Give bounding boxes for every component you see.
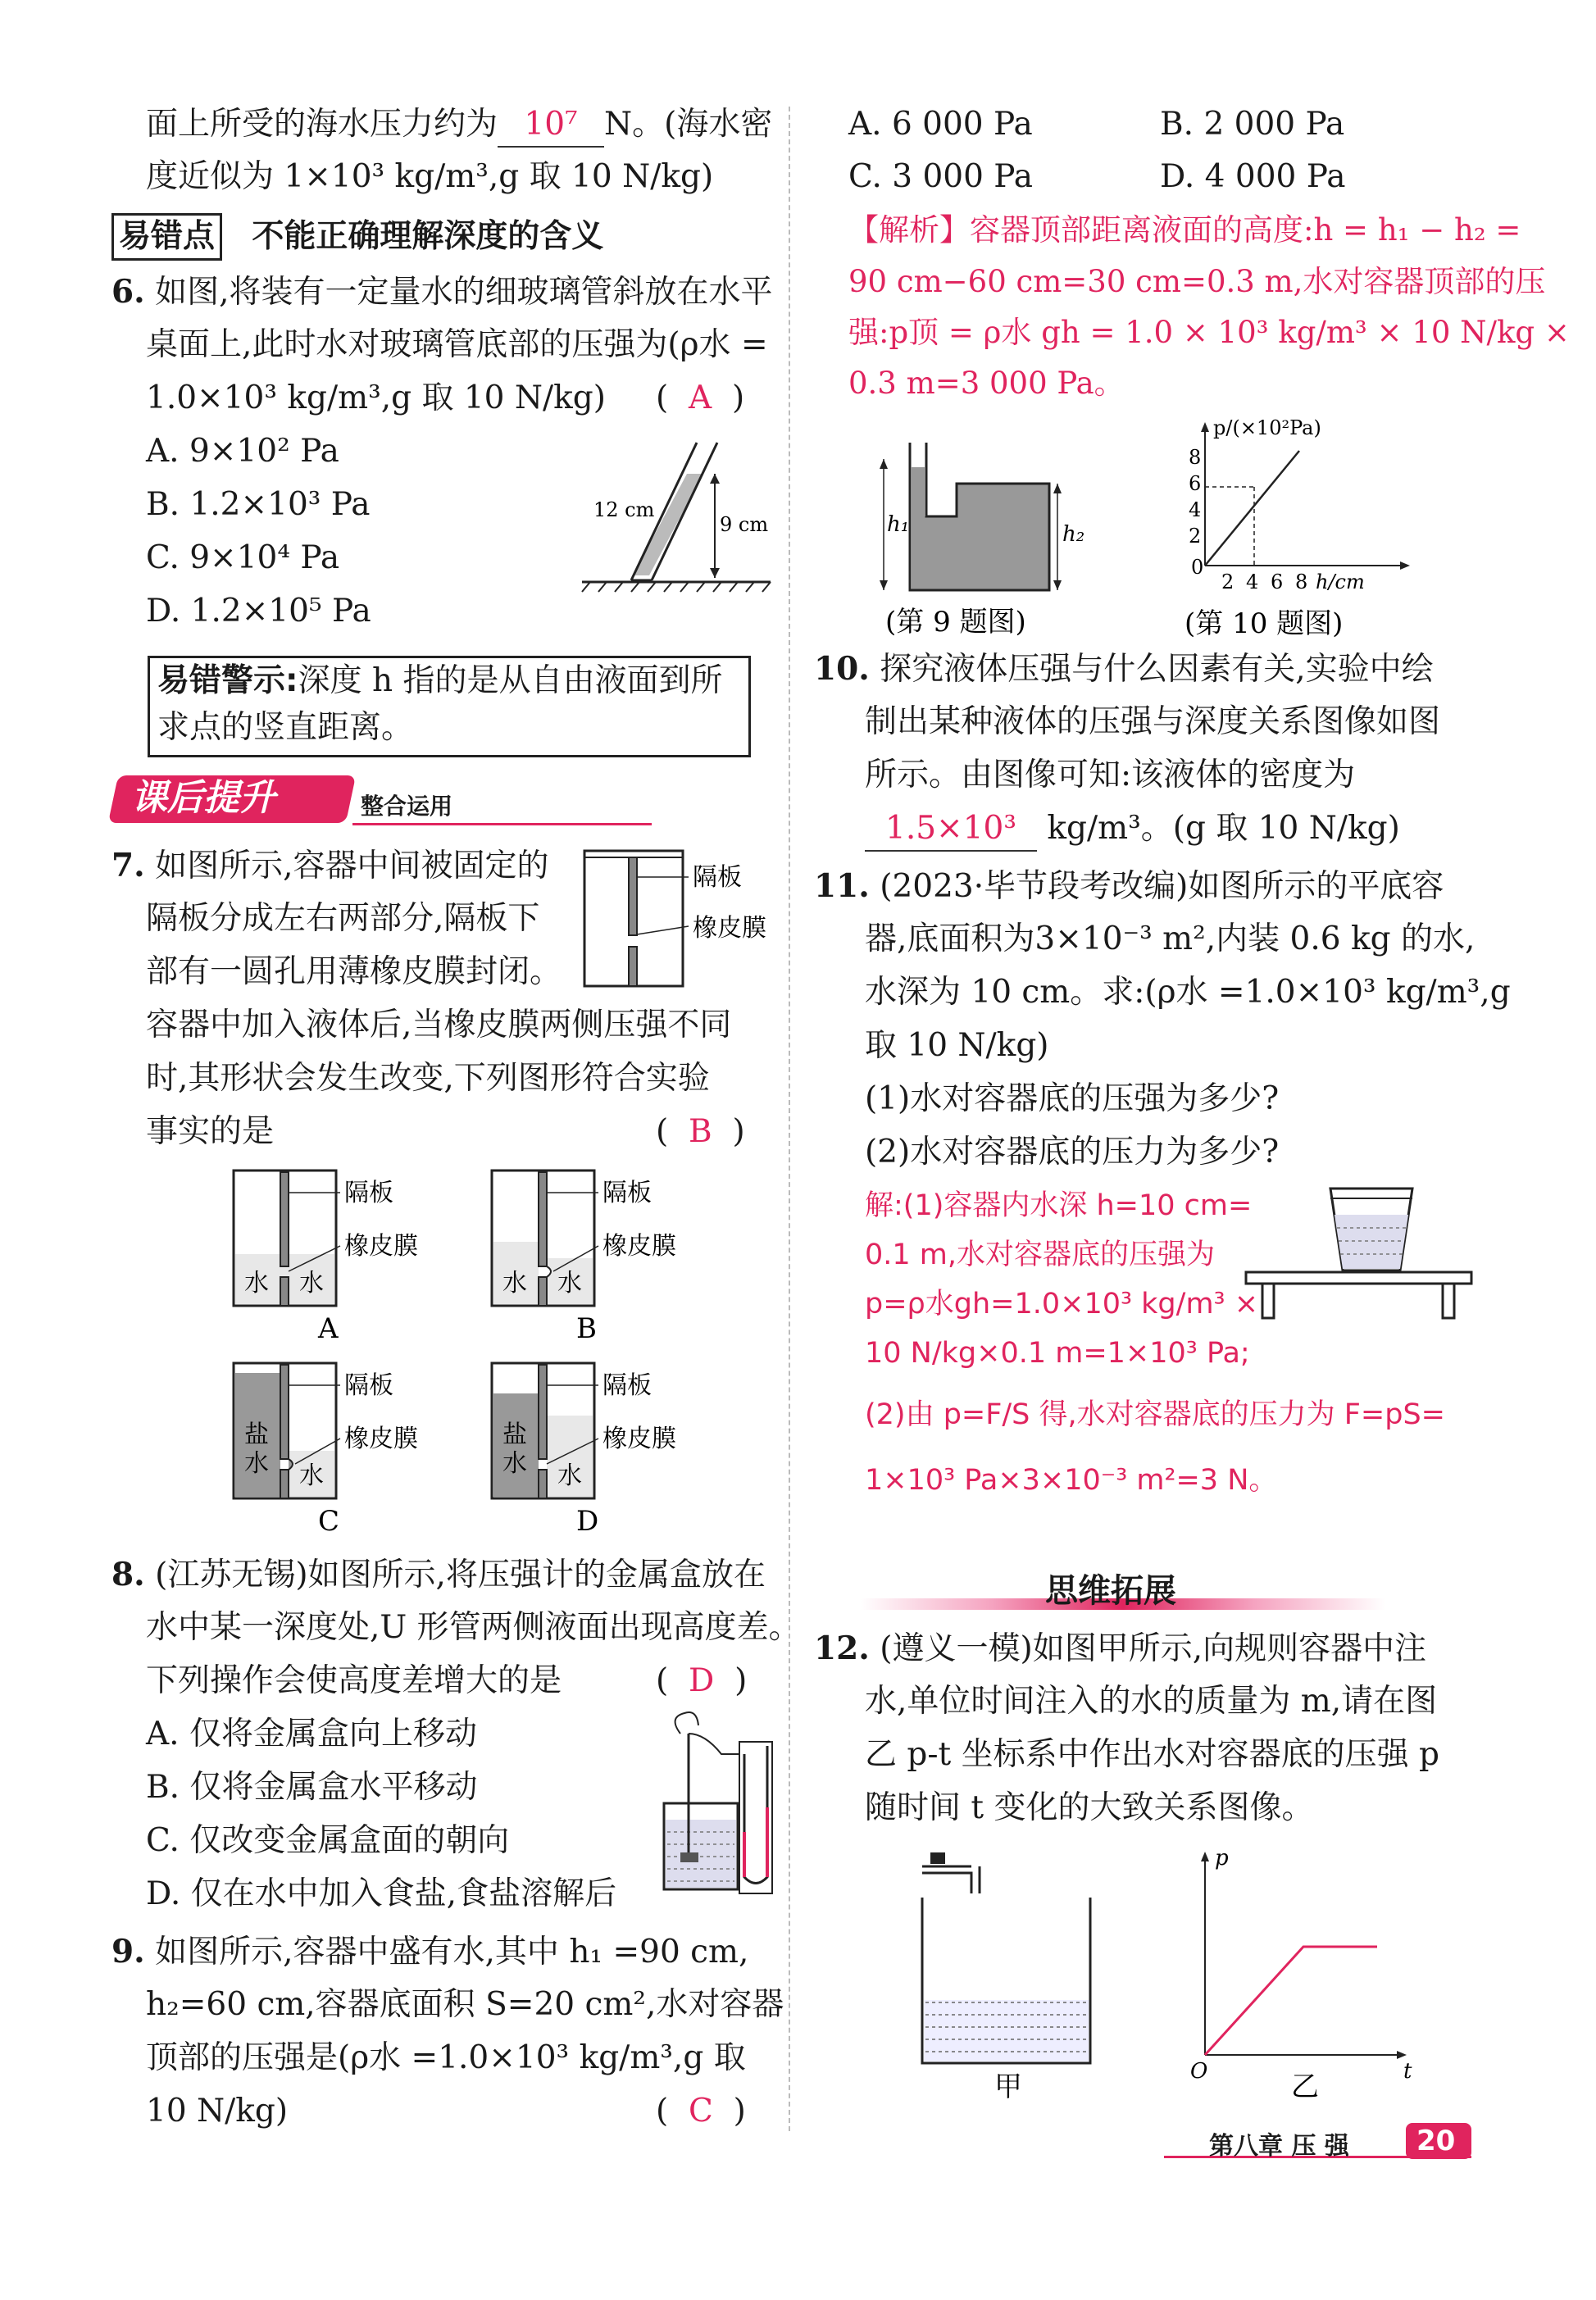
svg-text:隔板: 隔板 bbox=[344, 1371, 393, 1400]
q6-answer-paren: ( A ) bbox=[656, 380, 745, 416]
q7-line3: 部有一圆孔用薄橡皮膜封闭。 bbox=[146, 953, 562, 990]
q7-option-c-figure bbox=[230, 1357, 475, 1537]
svg-text:D: D bbox=[576, 1505, 599, 1537]
section-sub: 整合运用 bbox=[361, 793, 453, 820]
q11-line2: 器,底面积为3×10⁻³ m²,内装 0.6 kg 的水, bbox=[865, 920, 1476, 957]
q6-line3: 1.0×10³ kg/m³,g 取 10 N/kg) bbox=[146, 380, 606, 416]
extend-title: 思维拓展 bbox=[1045, 1572, 1176, 1610]
svg-text:4: 4 bbox=[1189, 498, 1202, 521]
svg-text:水: 水 bbox=[244, 1269, 269, 1298]
error-point-title: 不能正确理解深度的含义 bbox=[252, 218, 604, 255]
analysis-line3: 强:p顶 = ρ水 gh = 1.0 × 10³ kg/m³ × 10 N/kg × bbox=[848, 315, 1570, 350]
svg-text:8: 8 bbox=[1295, 570, 1308, 593]
q12-line1: 12. (遵义一模)如图甲所示,向规则容器中注 bbox=[814, 1630, 1427, 1667]
q11-sub1: (1)水对容器底的压强为多少? bbox=[865, 1080, 1280, 1117]
footer-page: 20 bbox=[1416, 2125, 1456, 2157]
svg-text:h₂: h₂ bbox=[1062, 522, 1085, 547]
q8-option-a: A. 仅将金属盒向上移动 bbox=[146, 1716, 477, 1752]
svg-text:水: 水 bbox=[299, 1461, 324, 1490]
q6-option-c: C. 9×10⁴ Pa bbox=[146, 539, 340, 576]
q12-fig-a bbox=[914, 1848, 1111, 2102]
warning-line2: 求点的竖直距离。 bbox=[157, 709, 414, 746]
q12-line4: 随时间 t 变化的大致关系图像。 bbox=[865, 1789, 1314, 1826]
q8-answer: D bbox=[689, 1662, 715, 1699]
svg-text:p: p bbox=[1215, 1846, 1229, 1870]
q8-option-b: B. 仅将金属盒水平移动 bbox=[146, 1769, 478, 1806]
q6-answer: A bbox=[689, 380, 712, 416]
footer-chapter: 第八章 压 强 bbox=[1209, 2132, 1349, 2161]
q12-line2: 水,单位时间注入的水的质量为 m,请在图 bbox=[865, 1683, 1438, 1720]
q8-answer-paren: ( D ) bbox=[656, 1662, 748, 1699]
q11-sol4: 10 N/kg×0.1 m=1×10³ Pa; bbox=[865, 1337, 1250, 1370]
q6-option-a: A. 9×10² Pa bbox=[146, 433, 339, 470]
q11-sol3: p=ρ水gh=1.0×10³ kg/m³ × bbox=[865, 1288, 1259, 1320]
svg-text:橡皮膜: 橡皮膜 bbox=[693, 914, 766, 943]
q10-line3: 所示。由图像可知:该液体的密度为 bbox=[865, 757, 1356, 793]
svg-text:B: B bbox=[576, 1312, 597, 1344]
q7-container-figure bbox=[578, 844, 783, 992]
q7-option-b-figure bbox=[488, 1164, 734, 1344]
q8-manometer-figure bbox=[648, 1709, 779, 1898]
svg-text:隔板: 隔板 bbox=[344, 1179, 393, 1207]
analysis-line1: 【解析】容器顶部距离液面的高度:h = h₁ − h₂ = bbox=[848, 212, 1521, 248]
svg-text:隔板: 隔板 bbox=[602, 1371, 652, 1400]
q12-fig-b bbox=[1180, 1840, 1418, 2102]
q12-line3: 乙 p-t 坐标系中作出水对容器底的压强 p bbox=[865, 1736, 1439, 1773]
svg-text:9 cm: 9 cm bbox=[720, 513, 769, 536]
svg-text:C: C bbox=[318, 1505, 340, 1537]
q7-line4: 容器中加入液体后,当橡皮膜两侧压强不同 bbox=[146, 1007, 732, 1043]
q9-line4: 10 N/kg) bbox=[146, 2093, 289, 2130]
svg-text:4: 4 bbox=[1246, 570, 1259, 593]
q9-line2: h₂=60 cm,容器底面积 S=20 cm²,水对容器 bbox=[146, 1986, 784, 2023]
q8-line2: 水中某一深度处,U 形管两侧液面出现高度差。 bbox=[146, 1609, 801, 1646]
svg-text:t: t bbox=[1403, 2059, 1412, 2084]
q6-option-b: B. 1.2×10³ Pa bbox=[146, 486, 371, 523]
q11-sol6: 1×10³ Pa×3×10⁻³ m²=3 N。 bbox=[865, 1464, 1278, 1497]
q7-answer-paren: ( B ) bbox=[656, 1113, 745, 1150]
q11-container-figure bbox=[1242, 1180, 1480, 1328]
q5-line1: 面上所受的海水压力约为 10⁷ N。(海水密 bbox=[146, 103, 772, 148]
svg-text:0: 0 bbox=[1191, 556, 1204, 579]
analysis-line4: 0.3 m=3 000 Pa。 bbox=[848, 366, 1125, 401]
svg-text:橡皮膜: 橡皮膜 bbox=[344, 1425, 418, 1453]
q11-sol1: 解:(1)容器内水深 h=10 cm= bbox=[865, 1189, 1253, 1222]
q10-line2: 制出某种液体的压强与深度关系图像如图 bbox=[865, 703, 1441, 740]
q5-answer: 10⁷ bbox=[498, 103, 604, 148]
svg-text:盐: 盐 bbox=[502, 1420, 527, 1449]
q11-line4: 取 10 N/kg) bbox=[865, 1027, 1049, 1064]
q10-line4: 1.5×10³ kg/m³。(g 取 10 N/kg) bbox=[865, 807, 1400, 852]
column-divider bbox=[789, 107, 790, 2131]
q8-line3: 下列操作会使高度差增大的是 bbox=[146, 1662, 562, 1699]
svg-text:水: 水 bbox=[502, 1449, 527, 1478]
svg-text:橡皮膜: 橡皮膜 bbox=[602, 1425, 676, 1453]
svg-text:橡皮膜: 橡皮膜 bbox=[344, 1232, 418, 1261]
svg-text:p/(×10²Pa): p/(×10²Pa) bbox=[1213, 416, 1321, 439]
q9-option-a: A. 6 000 Pa bbox=[848, 106, 1033, 143]
q6-line2: 桌面上,此时水对玻璃管底部的压强为(ρ水 = bbox=[146, 326, 768, 363]
q11-sub2: (2)水对容器底的压力为多少? bbox=[865, 1134, 1280, 1170]
q9-option-c: C. 3 000 Pa bbox=[848, 158, 1034, 195]
q11-line1: 11. (2023·毕节段考改编)如图所示的平底容 bbox=[814, 867, 1444, 905]
q7-line6: 事实的是 bbox=[146, 1113, 275, 1150]
svg-text:水: 水 bbox=[244, 1449, 269, 1478]
fig9-container bbox=[877, 434, 1098, 639]
q11-sol2: 0.1 m,水对容器底的压强为 bbox=[865, 1239, 1216, 1271]
q7-line5: 时,其形状会发生改变,下列图形符合实验 bbox=[146, 1060, 710, 1097]
svg-text:隔板: 隔板 bbox=[693, 863, 742, 892]
q7-line2: 隔板分成左右两部分,隔板下 bbox=[146, 900, 540, 937]
svg-text:水: 水 bbox=[557, 1269, 582, 1298]
svg-text:A: A bbox=[318, 1312, 339, 1344]
q8-line1: 8. (江苏无锡)如图所示,将压强计的金属盒放在 bbox=[111, 1556, 766, 1593]
q5-line2: 度近似为 1×10³ kg/m³,g 取 10 N/kg) bbox=[146, 158, 714, 195]
svg-text:水: 水 bbox=[299, 1269, 324, 1298]
svg-text:(第 9 题图): (第 9 题图) bbox=[885, 606, 1026, 639]
q9-line3: 顶部的压强是(ρ水 =1.0×10³ kg/m³,g 取 bbox=[146, 2039, 746, 2076]
q7-line1: 7. 如图所示,容器中间被固定的 bbox=[111, 847, 549, 884]
svg-text:8: 8 bbox=[1189, 446, 1202, 469]
q6-line1: 6. 如图,将装有一定量水的细玻璃管斜放在水平 bbox=[111, 273, 773, 311]
q9-answer-paren: ( C ) bbox=[656, 2093, 746, 2130]
svg-text:隔板: 隔板 bbox=[602, 1179, 652, 1207]
error-point-tag: 易错点 bbox=[111, 213, 222, 261]
svg-text:O: O bbox=[1190, 2059, 1208, 2084]
svg-text:橡皮膜: 橡皮膜 bbox=[602, 1232, 676, 1261]
error-point-heading bbox=[111, 213, 603, 261]
svg-text:乙: 乙 bbox=[1291, 2070, 1319, 2102]
q8-option-c: C. 仅改变金属盒面的朝向 bbox=[146, 1822, 510, 1859]
section-title: 课后提升 bbox=[131, 777, 275, 819]
warning-line1: 易错警示:深度 h 指的是从自由液面到所 bbox=[157, 662, 723, 699]
q6-tube-figure bbox=[574, 434, 779, 598]
svg-text:6: 6 bbox=[1271, 570, 1284, 593]
q7-option-a-figure bbox=[230, 1164, 475, 1344]
svg-text:甲: 甲 bbox=[994, 2070, 1022, 2102]
svg-text:h₁: h₁ bbox=[887, 512, 910, 537]
q7-option-d-figure bbox=[488, 1357, 734, 1537]
q7-answer: B bbox=[689, 1113, 712, 1150]
svg-text:h/cm: h/cm bbox=[1316, 570, 1365, 593]
q11-sol5: (2)由 p=F/S 得,水对容器底的压力为 F=pS= bbox=[865, 1398, 1445, 1431]
analysis-line2: 90 cm−60 cm=30 cm=0.3 m,水对容器顶部的压 bbox=[848, 264, 1546, 299]
svg-text:6: 6 bbox=[1189, 472, 1202, 495]
q9-answer: C bbox=[689, 2093, 713, 2130]
svg-text:水: 水 bbox=[502, 1269, 527, 1298]
svg-text:水: 水 bbox=[557, 1461, 582, 1490]
q10-answer: 1.5×10³ bbox=[865, 807, 1037, 852]
q6-option-d: D. 1.2×10⁵ Pa bbox=[146, 593, 371, 630]
svg-text:2: 2 bbox=[1189, 525, 1202, 548]
fig10-graph bbox=[1176, 410, 1422, 639]
q8-option-d: D. 仅在水中加入食盐,食盐溶解后 bbox=[146, 1875, 617, 1912]
svg-text:12 cm: 12 cm bbox=[593, 498, 655, 521]
svg-text:(第 10 题图): (第 10 题图) bbox=[1184, 607, 1344, 639]
q10-line1: 10. 探究液体压强与什么因素有关,实验中绘 bbox=[814, 650, 1434, 688]
q9-line1: 9. 如图所示,容器中盛有水,其中 h₁ =90 cm, bbox=[111, 1933, 749, 1970]
q9-option-b: B. 2 000 Pa bbox=[1160, 106, 1345, 143]
section-rule bbox=[352, 823, 652, 825]
q9-option-d: D. 4 000 Pa bbox=[1160, 158, 1346, 195]
svg-text:盐: 盐 bbox=[244, 1420, 269, 1449]
svg-text:2: 2 bbox=[1221, 570, 1235, 593]
q11-line3: 水深为 10 cm。求:(ρ水 =1.0×10³ kg/m³,g bbox=[865, 974, 1511, 1011]
